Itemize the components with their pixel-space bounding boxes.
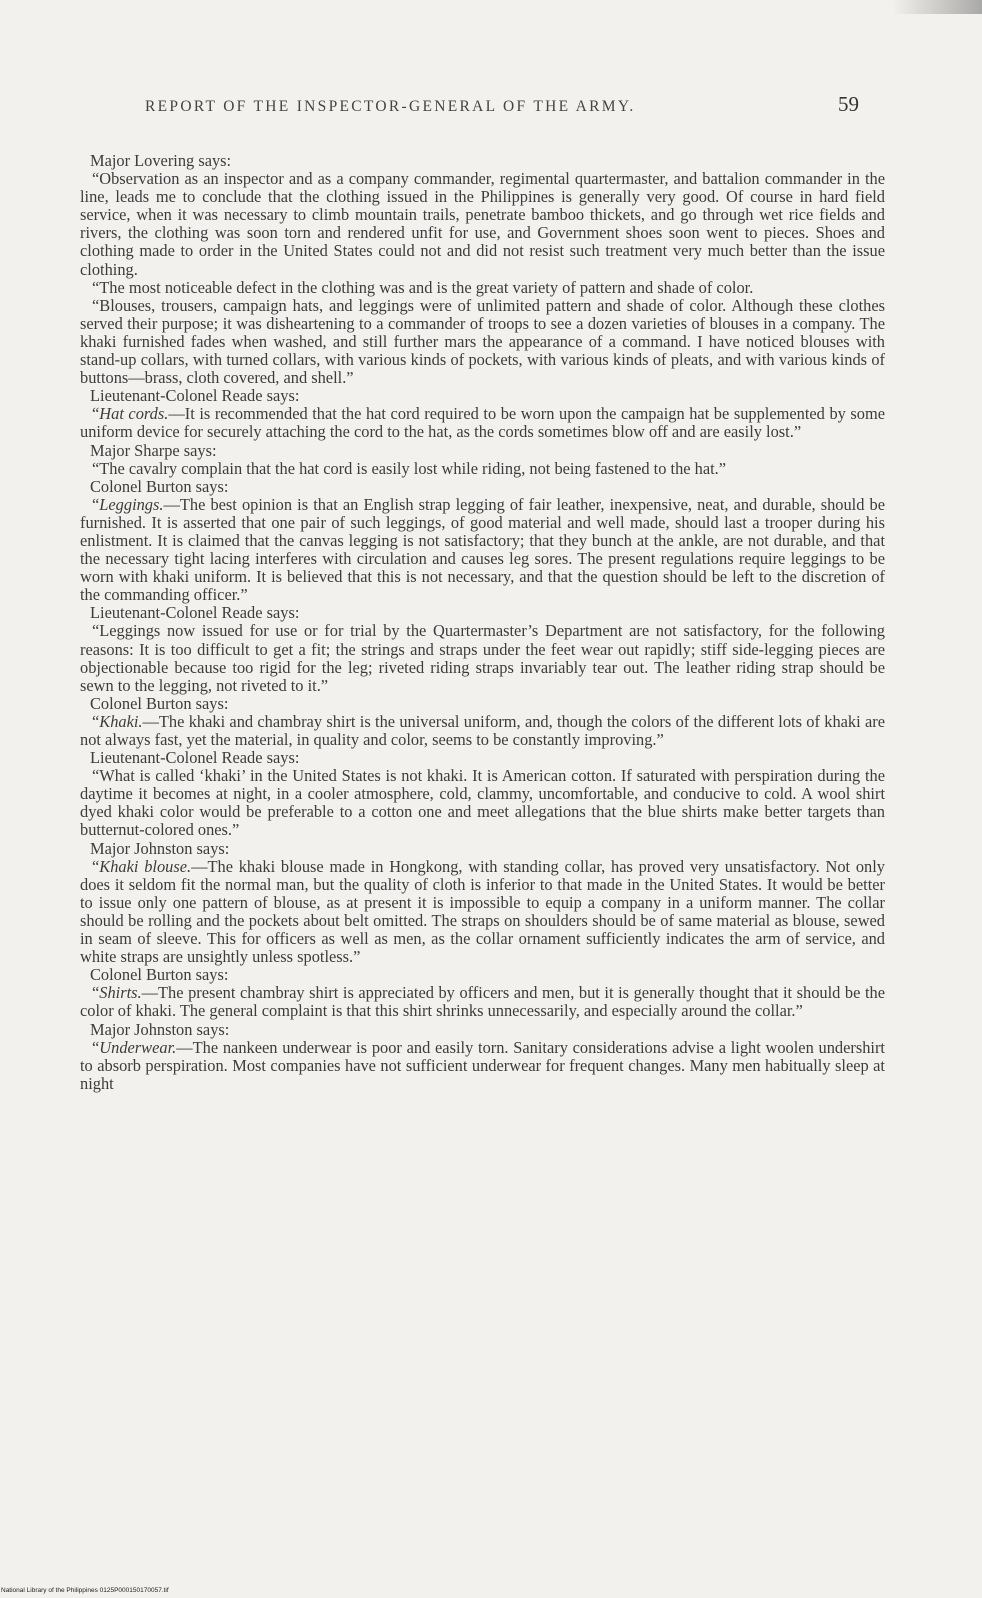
section-heading: Hat cords. xyxy=(99,404,169,424)
quote-paragraph: “Khaki blouse.—The khaki blouse made in Hongkong, with standing collar, has proved very unsatisfactory. Not only does it seldom fit the normal man, but the quality of cloth is inferior to that made in the United States. It would be better to issue only one pattern of blouse, as at present it is impossible to equip a company in a uniform manner. The collar should be rolling and the pockets about belt omitted. The straps on shoulders should be of same material as blouse, sewed in seam of sleeve. This for officers as well as men, as the collar ornament sufficiently indicates the arm of service, and white straps are unsightly unless spotless.” xyxy=(80,856,885,967)
speaker-line: Major Sharpe says: xyxy=(90,440,217,460)
quote-text: —It is recommended that the hat cord required to be worn upon the campaign hat be supplemented by some uniform device for securely attaching the cord to the hat, as the cords sometimes blow off and are easily lost.” xyxy=(80,404,885,442)
speaker-line: Colonel Burton says: xyxy=(90,476,229,496)
quote-paragraph: “Blouses, trousers, campaign hats, and leggings were of unlimited pattern and shade of color. Although these clothes served their purpose; it was disheartening to a commander of troops to see a dozen varieties of blouses in a company. The khaki furnished fades when washed, and still further mars the appearance of a command. I have noticed blouses with stand-up collars, with turned collars, with various kinds of pockets, with various kinds of pleats, and with various kinds of buttons—brass, cloth covered, and shell.” xyxy=(80,295,885,388)
quote-text: —The khaki blouse made in Hongkong, with standing collar, has proved very unsatisfactory. Not only does it seldom fit the normal man, but the quality of cloth is inferior to that made in the United States. It would be better to issue only one pattern of blouse, as at present it is impossible to equip a company in a uniform manner. The collar should be rolling and the pockets about belt omitted. The straps on shoulders should be of same material as blouse, sewed in seam of sleeve. This for officers as well as men, as the collar ornament sufficiently indicates the arm of service, and white straps are unsightly unless spotless.” xyxy=(80,856,885,967)
quote-text: —The nankeen underwear is poor and easily torn. Sanitary considerations advise a light woolen undershirt to absorb perspiration. Most companies have not sufficient underwear for frequent changes. Many men habitually sleep at night xyxy=(80,1037,885,1093)
quote-paragraph: “Shirts.—The present chambray shirt is appreciated by officers and men, but it is generally thought that it should be the color of khaki. The general complaint is that this shirt shrinks unnecessarily, and especially around the collar.” xyxy=(80,983,885,1021)
quote-paragraph: “Leggings.—The best opinion is that an English strap legging of fair leather, inexpensive, neat, and durable, should be furnished. It is asserted that one pair of such leggings, of good material and well made, should last a trooper during his enlistment. It is claimed that the canvas legging is not satisfactory; that they bunch at the ankle, are not durable, and that the necessary tight lacing interferes with circulation and causes leg sores. The present regulations require leggings to be worn with khaki uniform. It is believed that this is not necessary, and that the question should be left to the discretion of the commanding officer.” xyxy=(80,494,885,605)
speaker-line: Major Lovering says: xyxy=(90,151,232,170)
quote-paragraph: “Underwear.—The nankeen underwear is poor and easily torn. Sanitary considerations advise a light woolen undershirt to absorb perspiration. Most companies have not sufficient underwear for frequent changes. Many men habitually sleep at night xyxy=(80,1037,885,1093)
speaker-line: Lieutenant-Colonel Reade says: xyxy=(90,386,300,406)
page-number: 59 xyxy=(838,92,859,116)
quote-text: —The present chambray shirt is appreciated by officers and men, but it is generally thought that it should be the color of khaki. The general complaint is that this shirt shrinks unnecessarily, and especially around the collar.” xyxy=(80,983,885,1021)
body-text xyxy=(80,152,885,1093)
scan-credit: National Library of the Philippines 0125P000150170057.tif xyxy=(1,1587,169,1594)
section-heading: Khaki. xyxy=(99,711,143,731)
section-heading: Leggings. xyxy=(99,494,164,514)
quote-paragraph: “Observation as an inspector and as a company commander, regimental quartermaster, and battalion commander in the line, leads me to conclude that the clothing issued in the Philippines is generally very good. Of course in hard field service, when it was necessary to climb mountain trails, penetrate bamboo thickets, and go through wet rice fields and rivers, the clothing was soon torn and rendered unfit for use, and Government shoes soon went to pieces. Shoes and clothing made to order in the United States could not and did not resist such treatment very much better than the issue clothing. xyxy=(80,169,885,279)
speaker-line: Colonel Burton says: xyxy=(90,693,229,713)
section-heading: Underwear. xyxy=(99,1037,177,1057)
quote-paragraph: “Khaki.—The khaki and chambray shirt is the universal uniform, and, though the colors of the different lots of khaki are not always fast, yet the material, in quality and color, seems to be constantly improving.” xyxy=(80,711,885,749)
scan-edge-shadow xyxy=(892,0,982,14)
quote-text: —The best opinion is that an English strap legging of fair leather, inexpensive, neat, and durable, should be furnished. It is asserted that one pair of such leggings, of good material and well made, should last a trooper during his enlistment. It is claimed that the canvas legging is not satisfactory; that they bunch at the ankle, are not durable, and that the necessary tight lacing interferes with circulation and causes leg sores. The present regulations require leggings to be worn with khaki uniform. It is believed that this is not necessary, and that the question should be left to the discretion of the commanding officer.” xyxy=(80,494,885,605)
speaker-line: Major Johnston says: xyxy=(90,838,230,858)
quote-paragraph: “The cavalry complain that the hat cord is easily lost while riding, not being fastened to the hat.” xyxy=(92,458,727,478)
speaker-line: Lieutenant-Colonel Reade says: xyxy=(90,748,300,768)
quote-paragraph: “The most noticeable defect in the clothing was and is the great variety of pattern and shade of color. xyxy=(92,277,754,297)
quote-paragraph: “Hat cords.—It is recommended that the hat cord required to be worn upon the campaign hat be supplemented by some uniform device for securely attaching the cord to the hat, as the cords sometimes blow off and are easily lost.” xyxy=(80,404,885,442)
quote-paragraph: “What is called ‘khaki’ in the United States is not khaki. It is American cotton. If saturated with perspiration during the daytime it becomes at night, in a cooler atmosphere, cold, clammy, uncomfortable, and conducive to cold. A wool shirt dyed khaki color would be preferable to a cotton one and meet allegations that the blue shirts make better targets than butternut-colored ones.” xyxy=(80,766,885,840)
quote-paragraph: “Leggings now issued for use or for trial by the Quartermaster’s Department are not satisfactory, for the following reasons: It is too difficult to get a fit; the strings and straps under the feet wear out rapidly; stiff side-legging pieces are objectionable because too rigid for the leg; riveted riding straps invariably tear out. The leather riding strap should be sewn to the legging, not riveted to it.” xyxy=(80,621,885,695)
speaker-line: Colonel Burton says: xyxy=(90,965,229,985)
section-heading: Khaki blouse. xyxy=(99,856,192,876)
section-heading: Shirts. xyxy=(99,983,142,1003)
quote-text: —The khaki and chambray shirt is the universal uniform, and, though the colors of the different lots of khaki are not always fast, yet the material, in quality and color, seems to be constantly improving.” xyxy=(80,711,885,749)
speaker-line: Lieutenant-Colonel Reade says: xyxy=(90,603,300,623)
speaker-line: Major Johnston says: xyxy=(90,1019,230,1039)
running-head: REPORT OF THE INSPECTOR-GENERAL OF THE ARMY. xyxy=(145,98,636,115)
